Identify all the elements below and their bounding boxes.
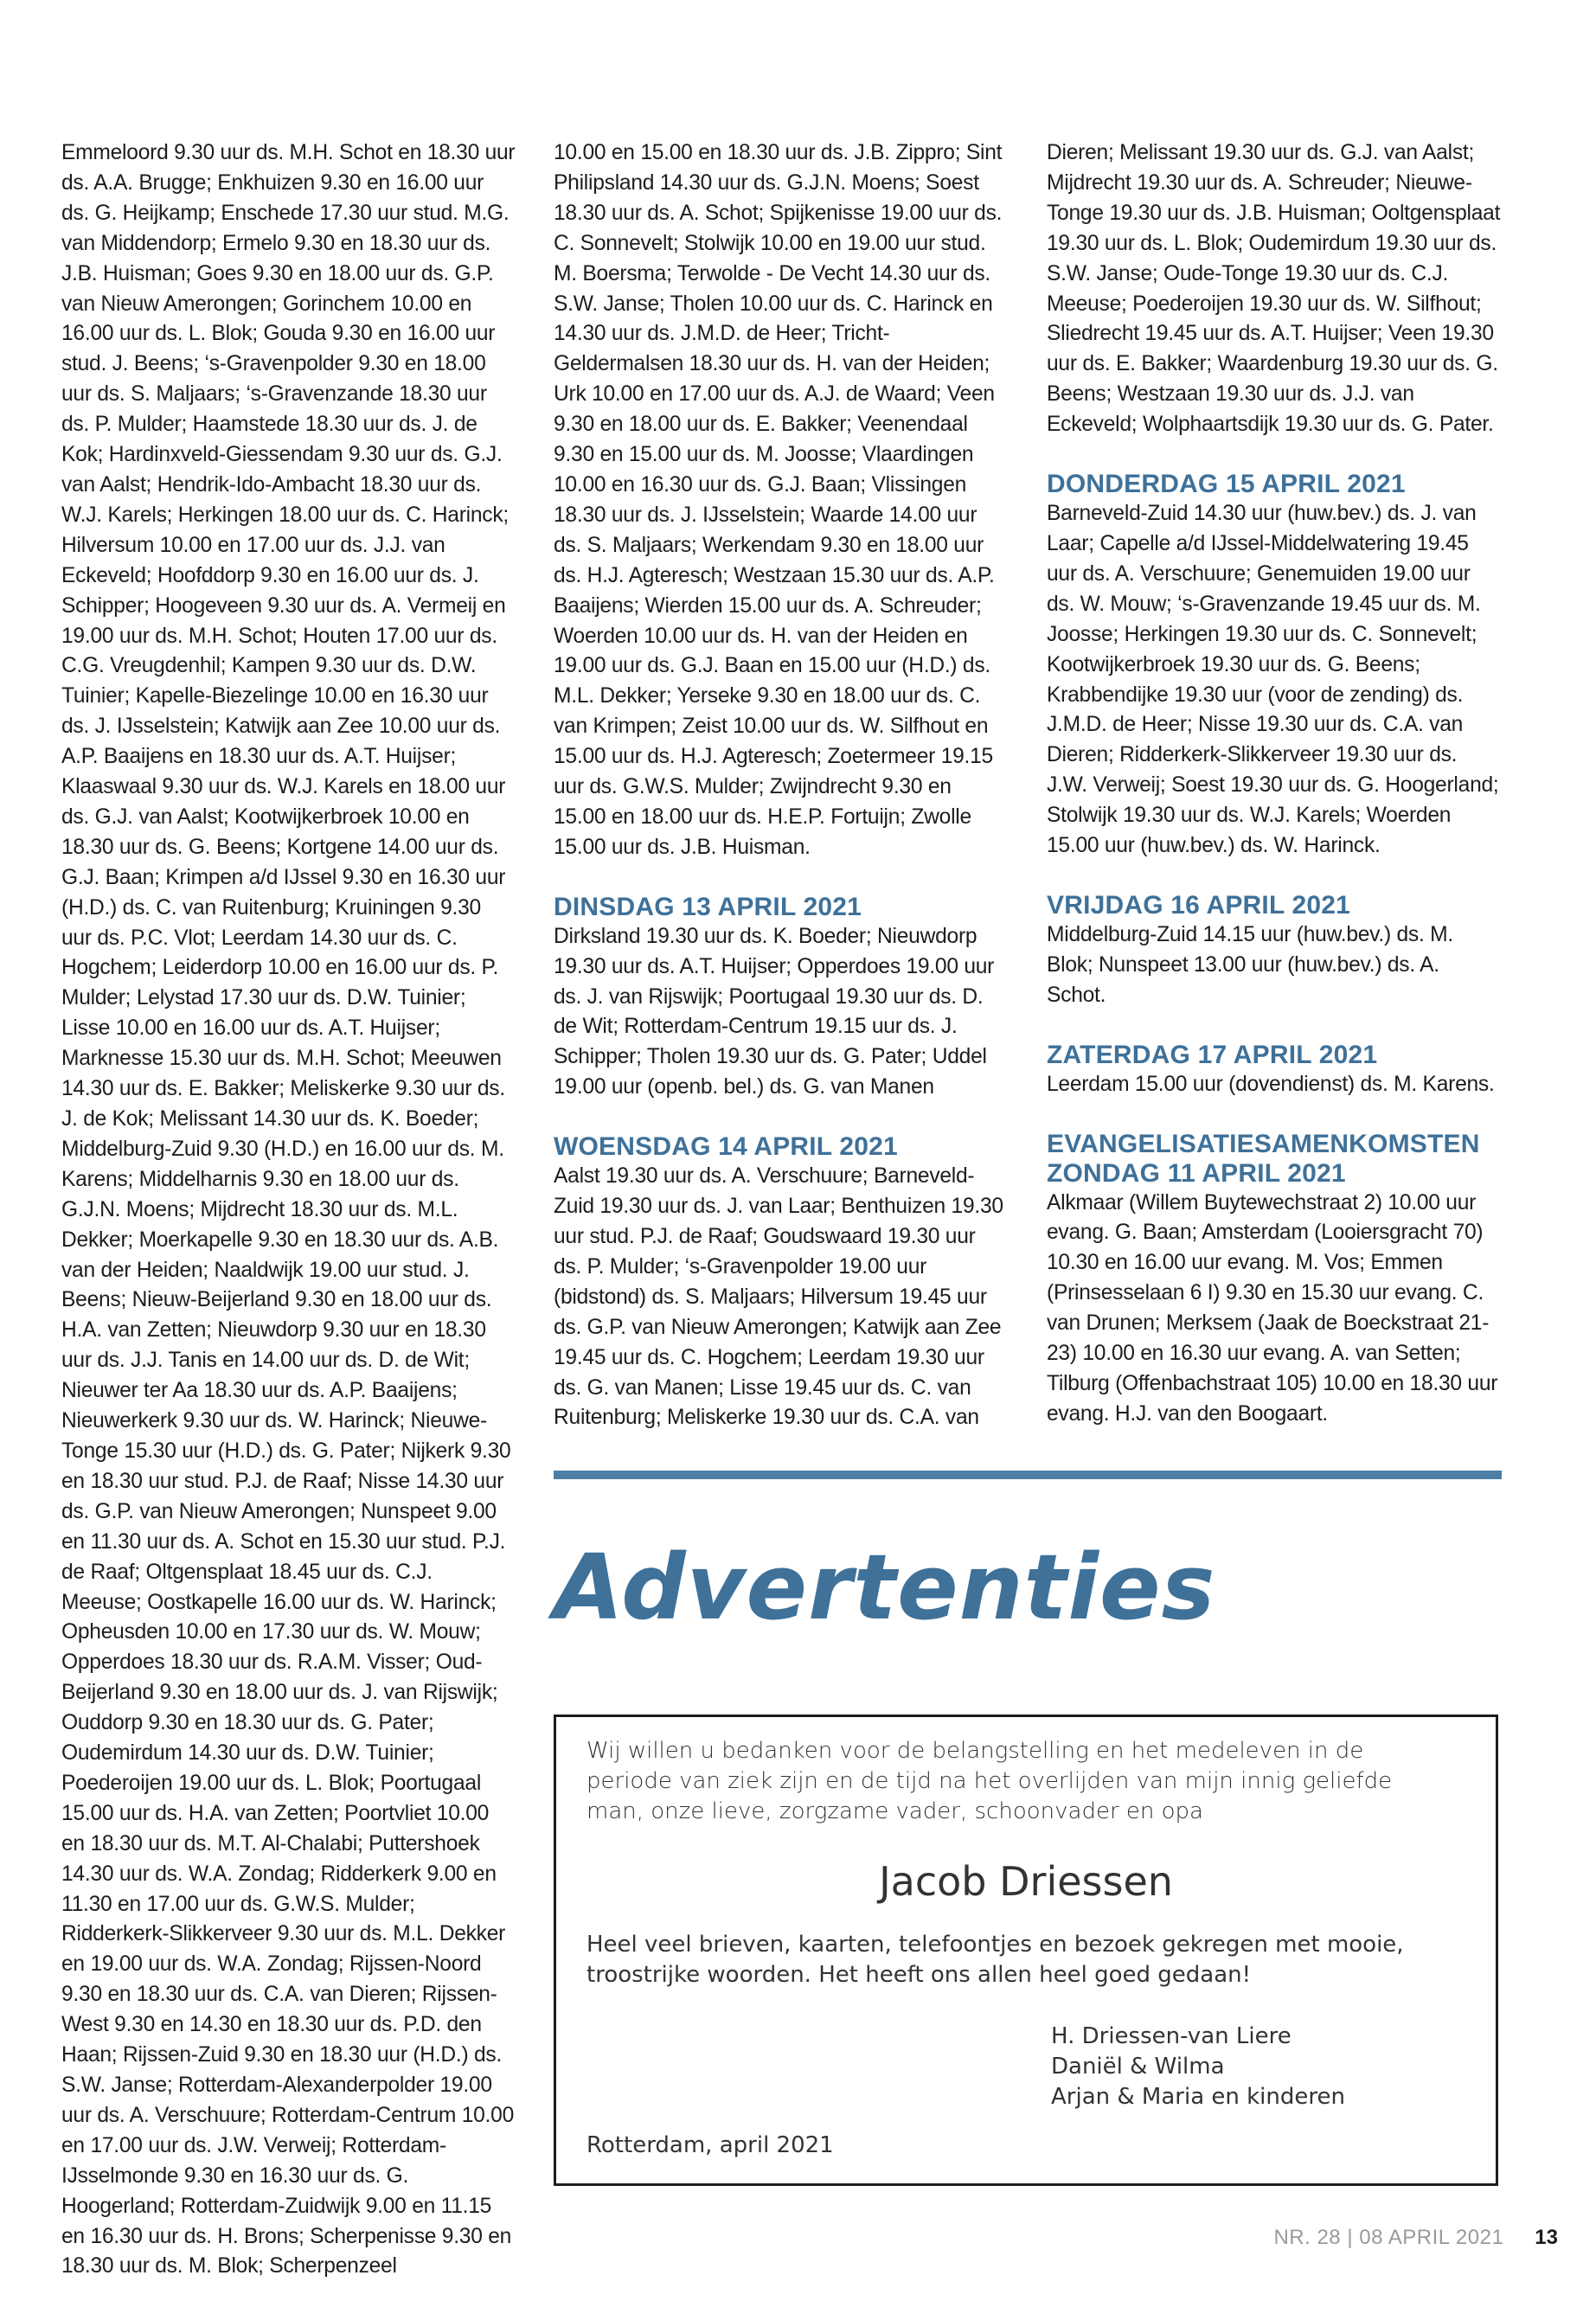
saturday-heading: ZATERDAG 17 APRIL 2021	[1047, 1040, 1378, 1069]
thursday-heading: DONDERDAG 15 APRIL 2021	[1047, 470, 1406, 499]
ad-place-date: Rotterdam, april 2021	[586, 2132, 834, 2158]
wednesday-services: Aalst 19.30 uur ds. A. Verschuure; Barneveld-Zuid 19.30 uur ds. J. van Laar; Benthuizen 19.30 uur stud. P.J. de Raaf; Goudswaard 19.30 uur ds. P. Mulder; ‘s-Gravenpolder 19.00 uur (bidstond) ds. S. Maljaars; Hilversum 19.45 uur ds. G.P. van Nieuw Amerongen; Katwijk aan Zee 19.45 uur ds. C. Hogchem; Leerdam 19.30 uur ds. G. van Manen; Lisse 19.45 uur ds. C. van Ruitenburg; Meliskerke 19.30 uur ds. C.A. van	[554, 1164, 1003, 1430]
saturday-services: Leerdam 15.00 uur (dovendienst) ds. M. Karens.	[1047, 1072, 1495, 1096]
page-number: 13	[1535, 2226, 1558, 2249]
church-services-column-3	[1047, 138, 1502, 1430]
church-services-column-1	[61, 138, 516, 2282]
ads-section-title: Advertenties	[554, 1535, 1216, 1640]
ad-signers	[1051, 2022, 1345, 2112]
ad-signer: H. Driessen-van Liere	[1051, 2023, 1292, 2049]
ad-intro-text: Wij willen u bedanken voor de belangstelling en het medeleven in de periode van ziek zijn en de tijd na het overlijden van mijn innig geliefde man, onze lieve, zorgzame vader, schoonvader en opa	[586, 1738, 1393, 1824]
evangelism-heading-line-2: ZONDAG 11 APRIL 2021	[1047, 1158, 1346, 1188]
ad-signer: Arjan & Maria en kinderen	[1051, 2084, 1345, 2110]
services-list: Emmeloord 9.30 uur ds. M.H. Schot en 18.30 uur ds. A.A. Brugge; Enkhuizen 9.30 en 16.00 uur ds. G. Heijkamp; Enschede 17.30 uur stud. M.G. van Middendorp; Ermelo 9.30 en 18.30 uur ds. J.B. Huisman; Goes 9.30 en 18.00 uur ds. G.P. van Nieuw Amerongen; Gorinchem 10.00 en 16.00 uur ds. L. Blok; Gouda 9.30 en 16.00 uur stud. J. Beens; ‘s-Gravenpolder 9.30 en 18.00 uur ds. S. Maljaars; ‘s-Gravenzande 18.30 uur ds. P. Mulder; Haamstede 18.30 uur ds. J. de Kok; Hardinxveld-Giessendam 9.30 uur ds. G.J. van Aalst; Hendrik-Ido-Ambacht 18.30 uur ds. W.J. Karels; Herkingen 18.00 uur ds. C. Harinck; Hilversum 10.00 en 17.00 uur ds. J.J. van Eckeveld; Hoofddorp 9.30 en 16.00 uur ds. J. Schipper; Hoogeveen 9.30 uur ds. A. Vermeij en 19.00 uur ds. M.H. Schot; Houten 17.00 uur ds. C.G. Vreugdenhil; Kampen 9.30 uur ds. D.W. Tuinier; Kapelle-Biezelinge 10.00 en 16.30 uur ds. J. IJsselstein; Katwijk aan Zee 10.00 uur ds. A.P. Baaijens en 18.30 uur ds. A.T. Huijser; Klaaswaal 9.30 uur ds. W.J. Karels en 18.00 uur ds. G.J. van Aalst; Kootwijkerbroek 10.00 en 18.30 uur ds. G. Beens; Kortgene 14.00 uur ds. G.J. Baan; Krimpen a/d IJssel 9.30 en 16.30 uur (H.D.) ds. C. van Ruitenburg; Kruiningen 9.30 uur ds. P.C. Vlot; Leerdam 14.30 uur ds. C. Hogchem; Leiderdorp 10.00 en 16.00 uur ds. P. Mulder; Lelystad 17.30 uur ds. D.W. Tuinier; Lisse 10.00 en 16.00 uur ds. A.T. Huijser; Marknesse 15.30 uur ds. M.H. Schot; Meeuwen 14.30 uur ds. E. Bakker; Meliskerke 9.30 uur ds. J. de Kok; Melissant 14.30 uur ds. K. Boeder; Middelburg-Zuid 9.30 (H.D.) en 16.00 uur ds. M. Karens; Middelharnis 9.30 en 18.00 uur ds. G.J.N. Moens; Mijdrecht 18.30 uur ds. M.L. Dekker; Moerkapelle 9.30 en 18.30 uur ds. A.B. van der Heiden; Naaldwijk 19.00 uur stud. J. Beens; Nieuw-Beijerland 9.30 en 18.00 uur ds. H.A. van Zetten; Nieuwdorp 9.30 uur en 18.30 uur ds. J.J. Tanis en 14.00 uur ds. D. de Wit; Nieuwer ter Aa 18.30 uur ds. A.P. Baaijens; Nieuwerkerk 9.30 uur ds. W. Harinck; Nieuwe-Tonge 15.30 uur (H.D.) ds. G. Pater; Nijkerk 9.30 en 18.30 uur stud. P.J. de Raaf; Nisse 14.30 uur ds. G.P. van Nieuw Amerongen; Nunspeet 9.00 en 11.30 uur ds. A. Schot en 15.30 uur stud. P.J. de Raaf; Oltgensplaat 18.45 uur ds. C.J. Meeuse; Oostkapelle 16.00 uur ds. W. Harinck; Opheusden 10.00 en 17.30 uur ds. W. Mouw; Opperdoes 18.30 uur ds. R.A.M. Visser; Oud-Beijerland 9.30 en 18.00 uur ds. J. van Rijswijk; Ouddorp 9.30 en 18.30 uur ds. G. Pater; Oudemirdum 14.30 uur ds. D.W. Tuinier; Poederoijen 19.00 uur ds. L. Blok; Poortugaal 15.00 uur ds. H.A. van Zetten; Poortvliet 10.00 en 18.30 uur ds. M.T. Al-Chalabi; Puttershoek 14.30 uur ds. W.A. Zondag; Ridderkerk 9.00 en 11.30 en 17.00 uur ds. G.W.S. Mulder; Ridderkerk-Slikkerveer 9.30 uur ds. M.L. Dekker en 19.00 uur ds. W.A. Zondag; Rijssen-Noord 9.30 en 18.30 uur ds. C.A. van Dieren; Rijssen-West 9.30 en 14.30 en 18.30 uur ds. P.D. den Haan; Rijssen-Zuid 9.30 en 18.30 uur (H.D.) ds. S.W. Janse; Rotterdam-Alexanderpolder 19.00 uur ds. A. Verschuure; Rotterdam-Centrum 10.00 en 17.00 uur ds. J.W. Verweij; Rotterdam-IJsselmonde 9.30 en 16.30 uur ds. G. Hoogerland; Rotterdam-Zuidwijk 9.00 en 11.15 en 16.30 uur ds. H. Brons; Scherpenisse 9.30 en 18.30 uur ds. M. Blok; Scherpenzeel	[61, 141, 516, 2279]
issue-info: NR. 28 | 08 APRIL 2021	[1273, 2226, 1504, 2249]
wednesday-heading: WOENSDAG 14 APRIL 2021	[554, 1132, 898, 1162]
evangelism-heading	[1047, 1130, 1502, 1189]
evangelism-heading-line-1: EVANGELISATIESAMENKOMSTEN	[1047, 1129, 1480, 1158]
section-divider	[554, 1471, 1502, 1479]
evangelism-services: Alkmaar (Willem Buytewechstraat 2) 10.00 uur evang. G. Baan; Amsterdam (Looiersgracht 70) 10.30 en 16.00 uur evang. M. Vos; Emmen (Prinsesselaan 6 I) 9.30 en 15.30 uur evang. C. van Drunen; Merksem (Jaak de Boeckstraat 21-23) 10.00 en 16.30 uur evang. A. van Setten; Tilburg (Offenbachstraat 105) 10.00 en 18.30 uur evang. H.J. van den Boogaart.	[1047, 1190, 1498, 1426]
thursday-services: Barneveld-Zuid 14.30 uur (huw.bev.) ds. J. van Laar; Capelle a/d IJssel-Middelwatering 19.45 uur ds. A. Verschuure; Genemuiden 19.00 uur ds. W. Mouw; ‘s-Gravenzande 19.45 uur ds. M. Joosse; Herkingen 19.30 uur ds. C. Sonnevelt; Kootwijkerbroek 19.30 uur ds. G. Beens; Krabbendijke 19.30 uur (voor de zending) ds. J.M.D. de Heer; Nisse 19.30 uur ds. C.A. van Dieren; Ridderkerk-Slikkerveer 19.30 uur ds. J.W. Verweij; Soest 19.30 uur ds. G. Hoogerland; Stolwijk 19.30 uur ds. W.J. Karels; Woerden 15.00 uur (huw.bev.) ds. W. Harinck.	[1047, 502, 1499, 858]
thank-you-advertisement	[554, 1715, 1498, 2186]
ad-thanks-text: Heel veel brieven, kaarten, telefoontjes en bezoek gekregen met mooie, troostrijke woorden. Het heeft ons allen heel goed gedaan!	[586, 1932, 1404, 1988]
friday-services: Middelburg-Zuid 14.15 uur (huw.bev.) ds. M. Blok; Nunspeet 13.00 uur (huw.bev.) ds. A. Schot.	[1047, 922, 1453, 1007]
page-footer	[1273, 2225, 1558, 2251]
church-services-column-2	[554, 138, 1009, 1433]
services-list: Dieren; Melissant 19.30 uur ds. G.J. van Aalst; Mijdrecht 19.30 uur ds. A. Schreuder; Nieuwe-Tonge 19.30 uur ds. J.B. Huisman; Ooltgensplaat 19.30 uur ds. L. Blok; Oudemirdum 19.30 uur ds. S.W. Janse; Oude-Tonge 19.30 uur ds. C.J. Meeuse; Poederoijen 19.30 uur ds. W. Silfhout; Sliedrecht 19.45 uur ds. A.T. Huijser; Veen 19.30 uur ds. E. Bakker; Waardenburg 19.30 uur ds. G. Beens; Westzaan 19.30 uur ds. J.J. van Eckeveld; Wolphaartsdijk 19.30 uur ds. G. Pater.	[1047, 141, 1501, 437]
ad-deceased-name: Jacob Driessen	[879, 1858, 1173, 1905]
friday-heading: VRIJDAG 16 APRIL 2021	[1047, 890, 1351, 920]
services-list: 10.00 en 15.00 en 18.30 uur ds. J.B. Zippro; Sint Philipsland 14.30 uur ds. G.J.N. Moens; Soest 18.30 uur ds. A. Schot; Spijkenisse 19.00 uur ds. C. Sonnevelt; Stolwijk 10.00 en 19.00 uur stud. M. Boersma; Terwolde - De Vecht 14.30 uur ds. S.W. Janse; Tholen 10.00 uur ds. C. Harinck en 14.30 uur ds. J.M.D. de Heer; Tricht-Geldermalsen 18.30 uur ds. H. van der Heiden; Urk 10.00 en 17.00 uur ds. A.J. de Waard; Veen 9.30 en 18.00 uur ds. E. Bakker; Veenendaal 9.30 en 15.00 uur ds. M. Joosse; Vlaardingen 10.00 en 16.30 uur ds. G.J. Baan; Vlissingen 18.30 uur ds. J. IJsselstein; Waarde 14.00 uur ds. S. Maljaars; Werkendam 9.30 en 18.00 uur ds. H.J. Agteresch; Westzaan 15.30 uur ds. A.P. Baaijens; Wierden 15.00 uur ds. A. Schreuder; Woerden 10.00 uur ds. H. van der Heiden en 19.00 uur ds. G.J. Baan en 15.00 uur (H.D.) ds. M.L. Dekker; Yerseke 9.30 en 18.00 uur ds. C. van Krimpen; Zeist 10.00 uur ds. W. Silfhout en 15.00 uur ds. H.J. Agteresch; Zoetermeer 19.15 uur ds. G.W.S. Mulder; Zwijndrecht 9.30 en 15.00 en 18.00 uur ds. H.E.P. Fortuijn; Zwolle 15.00 uur ds. J.B. Huisman.	[554, 141, 1003, 859]
ad-signer: Daniël & Wilma	[1051, 2054, 1225, 2080]
tuesday-services: Dirksland 19.30 uur ds. K. Boeder; Nieuwdorp 19.30 uur ds. A.T. Huijser; Opperdoes 19.00 uur ds. J. van Rijswijk; Poortugaal 19.30 uur ds. D. de Wit; Rotterdam-Centrum 19.15 uur ds. J. Schipper; Tholen 19.30 uur ds. G. Pater; Uddel 19.00 uur (openb. bel.) ds. G. van Manen	[554, 924, 995, 1099]
tuesday-heading: DINSDAG 13 APRIL 2021	[554, 892, 862, 921]
